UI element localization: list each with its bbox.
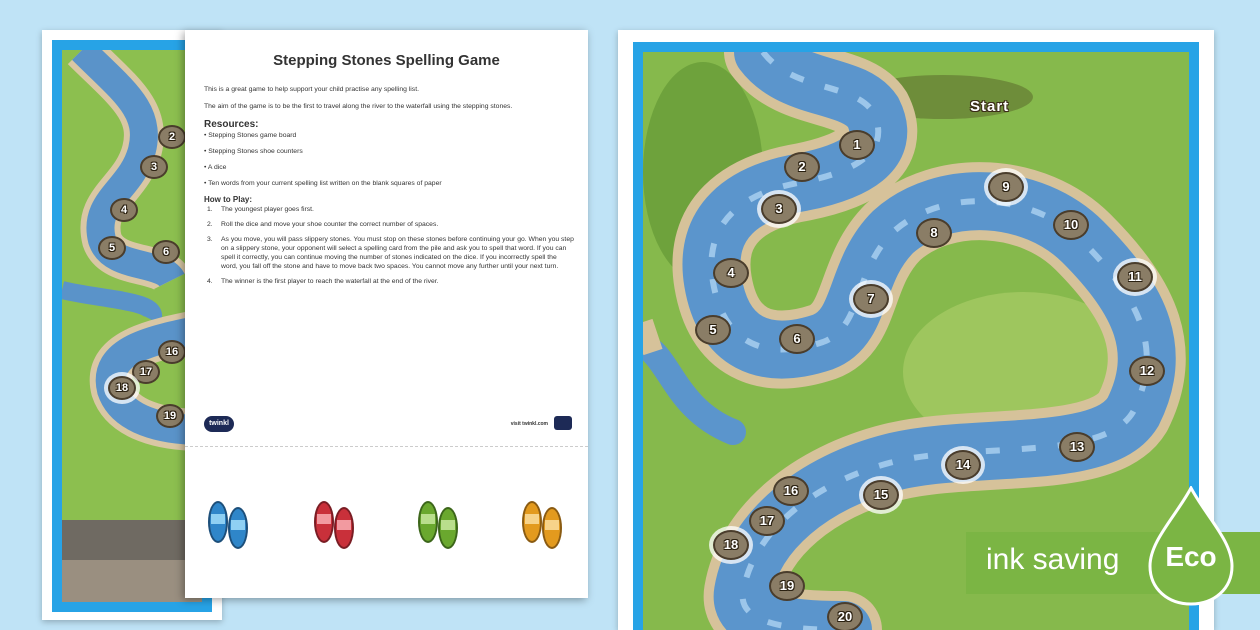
how-to-play-heading: How to Play: xyxy=(204,195,253,204)
stone-11: 11 xyxy=(1117,262,1153,292)
stone-13: 13 xyxy=(1059,432,1095,462)
stone-17: 17 xyxy=(749,506,785,536)
stone-2: 2 xyxy=(784,152,820,182)
twinkl-badge-icon xyxy=(554,416,572,430)
eco-badge-text: Eco xyxy=(1165,541,1217,572)
step-item xyxy=(204,220,574,229)
stone-10: 10 xyxy=(1053,210,1089,240)
ink-saving-text: ink saving xyxy=(986,543,1120,576)
twinkl-logo: twinkl xyxy=(204,416,234,432)
resource-item: • Stepping Stones shoe counters xyxy=(204,148,303,155)
stone-4: 4 xyxy=(713,258,749,288)
sheet-body xyxy=(204,85,574,292)
shoe-counter-red-icon xyxy=(308,497,360,551)
stone-3: 3 xyxy=(761,194,797,224)
stone-20: 20 xyxy=(827,602,863,630)
resource-item: • Stepping Stones game board xyxy=(204,132,297,139)
sheet-title: Stepping Stones Spelling Game xyxy=(273,52,500,69)
step-number: 1. xyxy=(207,206,213,213)
stone-9: 9 xyxy=(988,172,1024,202)
start-label: Start xyxy=(970,98,1010,115)
shoe-counter-orange-icon xyxy=(516,497,568,551)
footer-url: visit twinkl.com xyxy=(510,421,548,427)
stone-6: 6 xyxy=(779,324,815,354)
step-item xyxy=(204,277,574,286)
intro-line-2: The aim of the game is to be the first to travel along the river to the waterfall using the stepping stones. xyxy=(204,103,513,110)
cut-line xyxy=(185,446,588,447)
step-number: 3. xyxy=(207,236,213,243)
shoe-counter-green-icon xyxy=(412,497,464,551)
stone-5: 5 xyxy=(695,315,731,345)
stone-1: 1 xyxy=(839,130,875,160)
stone-7: 7 xyxy=(853,284,889,314)
shoe-counter-blue-icon xyxy=(202,497,254,551)
stone-15: 15 xyxy=(863,480,899,510)
left-stone-3: 3 xyxy=(140,155,168,179)
step-item xyxy=(204,205,574,214)
left-stone-6: 6 xyxy=(152,240,180,264)
eco-drop-icon xyxy=(1146,486,1236,606)
stone-8: 8 xyxy=(916,218,952,248)
step-text: The winner is the first player to reach the waterfall at the end of the river. xyxy=(221,278,439,285)
stone-19: 19 xyxy=(769,571,805,601)
left-stone-18: 18 xyxy=(108,376,136,400)
left-stone-17: 17 xyxy=(132,360,160,384)
instruction-sheet xyxy=(185,30,588,598)
resource-item: • Ten words from your current spelling list written on the blank squares of paper xyxy=(204,180,442,187)
step-text: Roll the dice and move your shoe counter the correct number of spaces. xyxy=(221,221,439,228)
left-stone-4: 4 xyxy=(110,198,138,222)
left-stone-16: 16 xyxy=(158,340,186,364)
step-item xyxy=(204,235,574,271)
step-number: 2. xyxy=(207,221,213,228)
left-stone-5: 5 xyxy=(98,236,126,260)
step-text: The youngest player goes first. xyxy=(221,206,314,213)
resource-item: • A dice xyxy=(204,164,227,171)
resources-heading: Resources: xyxy=(204,119,259,130)
stone-16: 16 xyxy=(773,476,809,506)
stone-18: 18 xyxy=(713,530,749,560)
left-stone-2: 2 xyxy=(158,125,186,149)
intro-line-1: This is a great game to help support your child practise any spelling list. xyxy=(204,86,419,93)
step-number: 4. xyxy=(207,278,213,285)
left-stone-19: 19 xyxy=(156,404,184,428)
sheet-footer xyxy=(204,413,574,435)
stone-14: 14 xyxy=(945,450,981,480)
step-text: As you move, you will pass slippery stones. You must stop on these stones before continuing your go. When you step on a slippery stone, your opponent will select a spelling card from the pile and ask you to spell that word. If you can spell it correctly, you can continue moving the number of stones indicated on the dice. If you incorrectly spell the word, you fall off the stone and have to move back two spaces. You cannot move any further until your next turn. xyxy=(221,236,574,270)
stone-12: 12 xyxy=(1129,356,1165,386)
left-board-land xyxy=(62,50,202,602)
